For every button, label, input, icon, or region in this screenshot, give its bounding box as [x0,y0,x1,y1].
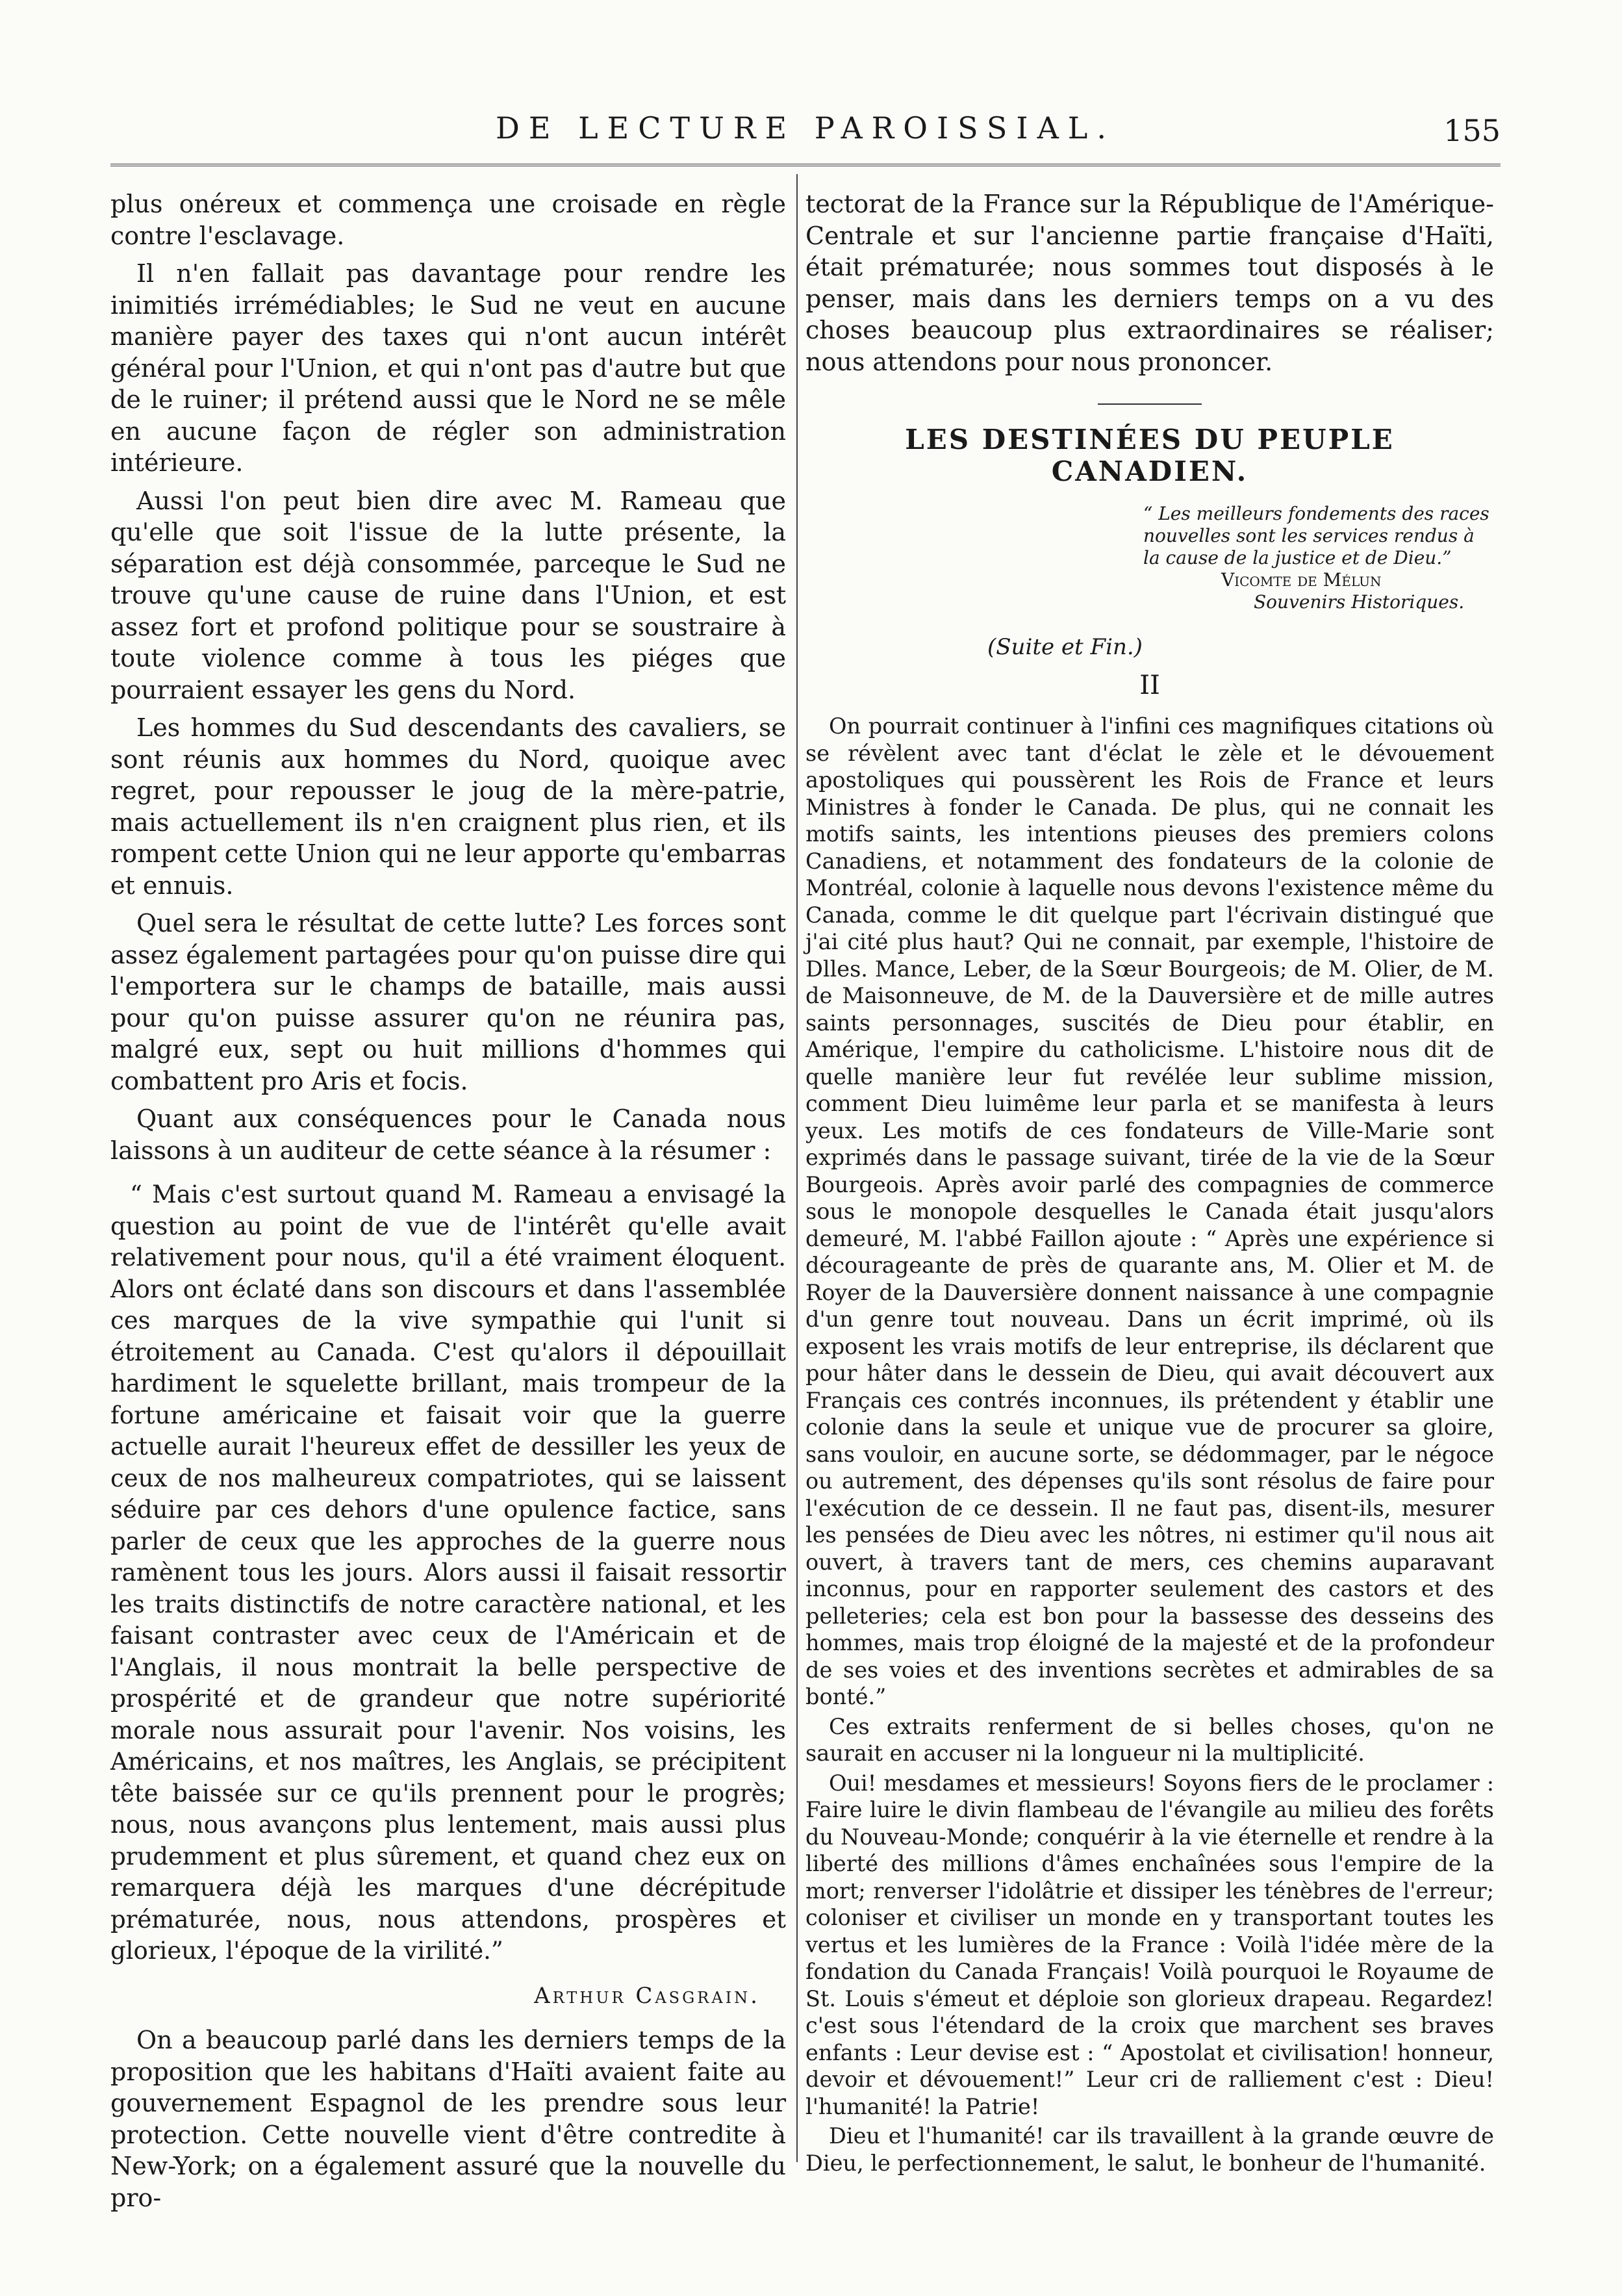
section-numeral: II [1139,670,1160,700]
header-rule [110,164,1501,166]
paragraph: Il n'en fallait pas davantage pour rendre les inimitiés irrémédiables; le Sud ne veut en aucune manière payer des taxes qui n'ont aucun intérêt général pour l'Union, et qui n'ont pas d'autre but que de le ruiner; il prétend aussi que le Nord ne se mêle en aucune façon de régler son administration intérieure. [110,259,786,477]
section-rule [1098,403,1202,405]
paragraph: Ces extraits renferment de si belles choses, qu'on ne saurait en accuser ni la longueur ni la multiplicité. [805,1713,1494,1766]
left-column [110,188,786,2220]
page-header [110,110,1501,162]
paragraph: Quant aux conséquences pour le Canada nous laissons à un auditeur de cette séance à la résumer : [110,1104,786,1165]
paragraph: Aussi l'on peut bien dire avec M. Rameau que qu'elle que soit l'issue de la lutte présente, la séparation est déjà consommée, parceque le Sud ne trouve qu'une cause de ruine dans l'Union, et est assez fort et profond politique pour se soustraire à toute violence comme à tous les piéges que pourraient essayer les gens du Nord. [110,486,786,704]
running-title: DE LECTURE PAROISSIAL. [496,110,1115,146]
quoted-passage: “ Mais c'est surtout quand M. Rameau a envisagé la question au point de vue de l'intérêt qu'elle avait relativement pour nous, qu'il a été vraiment éloquent. Alors ont éclaté dans son discours et dans l'assemblée ces marques de la vive sympathie qui l'unit si étroitement au Canada. C'est qu'alors il dépouillait hardiment le squelette brillant, mais trompeur de la fortune américaine et faisait voir que la guerre actuelle aurait l'heureux effet de dessiller les yeux de ceux de nos malheureux compatriotes, qui se laissent séduire par ces dehors d'une opulence factice, sans parler de ceux que les approches de la guerre nous ramènent tous les jours. Alors aussi il faisait ressortir les traits distinctifs de notre caractère national, et les faisant contraster avec ceux de l'Américain et de l'Anglais, il nous montrait la belle perspective de prospérité et de grandeur que notre supériorité morale nous assurait pour l'avenir. Nos voisins, les Américains, et nos maîtres, les Anglais, se précipitent tête baissée sur ce qu'ils prennent pour le progrès; nous, nous avançons plus lentement, mais aussi plus prudemment et plus sûrement, et quand chez eux on remarquera déjà les marques d'une décrépitude prématurée, nous, nous attendons, prospères et glorieux, l'époque de la virilité.” [110,1180,786,1965]
paragraph: Dieu et l'humanité! car ils travaillent à la grande œuvre de Dieu, le perfectionnement, le salut, le bonheur de l'humanité. [805,2123,1494,2176]
page-number: 155 [1443,113,1501,148]
right-column [805,188,1494,2179]
paragraph: On pourrait continuer à l'infini ces magnifiques citations où se révèlent avec tant d'éclat le zèle et le dévouement apostoliques qui poussèrent les Rois de France et leurs Ministres à fonder le Canada. De plus, qui ne connait les motifs saints, les intentions pieuses des premiers colons Canadiens, et notamment des fondateurs de la colonie de Montréal, colonie à laquelle nous devons l'existence même du Canada, comme le dit quelque part l'écrivain distingué que j'ai cité plus haut? Qui ne connait, par exemple, l'histoire de Dlles. Mance, Leber, de la Sœur Bourgeois; de M. Olier, de M. de Maisonneuve, de M. de la Dauversière et de mille autres saints personnages, suscités de Dieu pour établir, en Amérique, l'empire du catholicisme. L'histoire nous dit de quelle manière leur fut revélée leur sublime mission, comment Dieu luimême leur parla et se manifesta à leurs yeux. Les motifs de ces fondateurs de Ville-Marie sont exprimés dans le passage suivant, tirée de la vie de la Sœur Bourgeois. Après avoir parlé des compagnies de commerce sous le monopole desquelles le Canada était jusqu'alors demeuré, M. l'abbé Faillon ajoute : “ Après une expérience si décourageante de près de quarante ans, M. Olier et M. de Royer de la Dauversière donnent naissance à une compagnie d'un genre tout nouveau. Dans un écrit imprimé, où ils exposent les vrais motifs de leur entreprise, ils déclarent que pour hâter dans le dessein de Dieu, qui avait découvert aux Français ces contrés inconnues, ils prétendent y établir une colonie dans la seule et unique vue de procurer sa gloire, sans vouloir, en aucune sorte, se dédommager, par le négoce ou autrement, des dépenses qu'ils sont résolus de faire pour l'exécution de ce dessein. Il ne faut pas, disent-ils, mesurer les pensées de Dieu avec les nôtres, ni estimer qu'il nous ait ouvert, à travers tant de mers, ces chemins auparavant inconnus, pour en rapporter seulement des castors et des pelleteries; cela est bon pour la bassesse des desseins des hommes, mais trop éloigné de la majesté et de la profondeur de ses voies et des inventions secrètes et admirables de sa bonté.” [805,713,1494,1709]
paragraph: Les hommes du Sud descendants des cavaliers, se sont réunis aux hommes du Nord, quoique avec regret, pour repousser le joug de la mère-patrie, mais actuellement ils n'en craignent plus rien, et ils rompent cette Union qui ne leur apporte qu'embarras et ennuis. [110,713,786,900]
paragraph: plus onéreux et commença une croisade en règle contre l'esclavage. [110,190,786,250]
section-title: LES DESTINÉES DU PEUPLE CANADIEN. [905,424,1395,487]
paragraph: Oui! mesdames et messieurs! Soyons fiers de le proclamer : Faire luire le divin flambeau de l'évangile au milieu des forêts du Nouveau-Monde; conquérir à la vie éternelle et rendre à la liberté des millions d'âmes enchaînées sous l'empire de la mort; renverser l'idolâtrie et dissiper les ténèbres de l'erreur; coloniser et civiliser un monde en y transportant toutes les vertus et les lumières de la France : Voilà l'idée mère de la fondation du Canada Français! Voilà pourquoi le Royaume de St. Louis s'émeut et déploie son glorieux drapeau. Regardez! c'est sous l'étendard de la croix que marchent ses braves enfants : Leur devise est : “ Apostolat et civilisation! honneur, devoir et dévouement!” Leur cri de ralliement c'est : Dieu! l'humanité! la Patrie! [805,1770,1494,2119]
epigraph-source: Souvenirs Historiques. [1254,591,1465,613]
paragraph: Quel sera le résultat de cette lutte? Les forces sont assez également partagées pour qu'on puisse dire qui l'emportera sur le champs de bataille, mais aussi pour qu'on puisse assurer qu'on ne réunira pas, malgré eux, sept ou huit millions d'hommes qui combattent pro Aris et focis. [110,909,786,1095]
continuation-note: (Suite et Fin.) [987,634,1143,660]
paragraph: tectorat de la France sur la République de l'Amérique-Centrale et sur l'ancienne partie française d'Haïti, était prématurée; nous sommes tout disposés à le penser, mais dans les derniers temps on a vu des choses beaucoup plus extraordinaires se réaliser; nous attendons pour nous prononcer. [805,190,1494,376]
column-divider [796,174,798,2162]
epigraph-author: Vicomte de Mélun [1221,569,1382,591]
epigraph: “ Les meilleurs fondements des races nouvelles sont les services rendus à la cause de la justice et de Dieu.” [1143,503,1489,568]
article-body [805,713,1494,2176]
author-signature: Arthur Casgrain. [534,1982,760,2009]
paragraph: On a beaucoup parlé dans les derniers temps de la proposition que les habitans d'Haïti avaient faite au gouvernement Espagnol de les prendre sous leur protection. Cette nouvelle vient d'être contredite à New-York; on a également assuré que la nouvelle du pro- [110,2026,786,2212]
